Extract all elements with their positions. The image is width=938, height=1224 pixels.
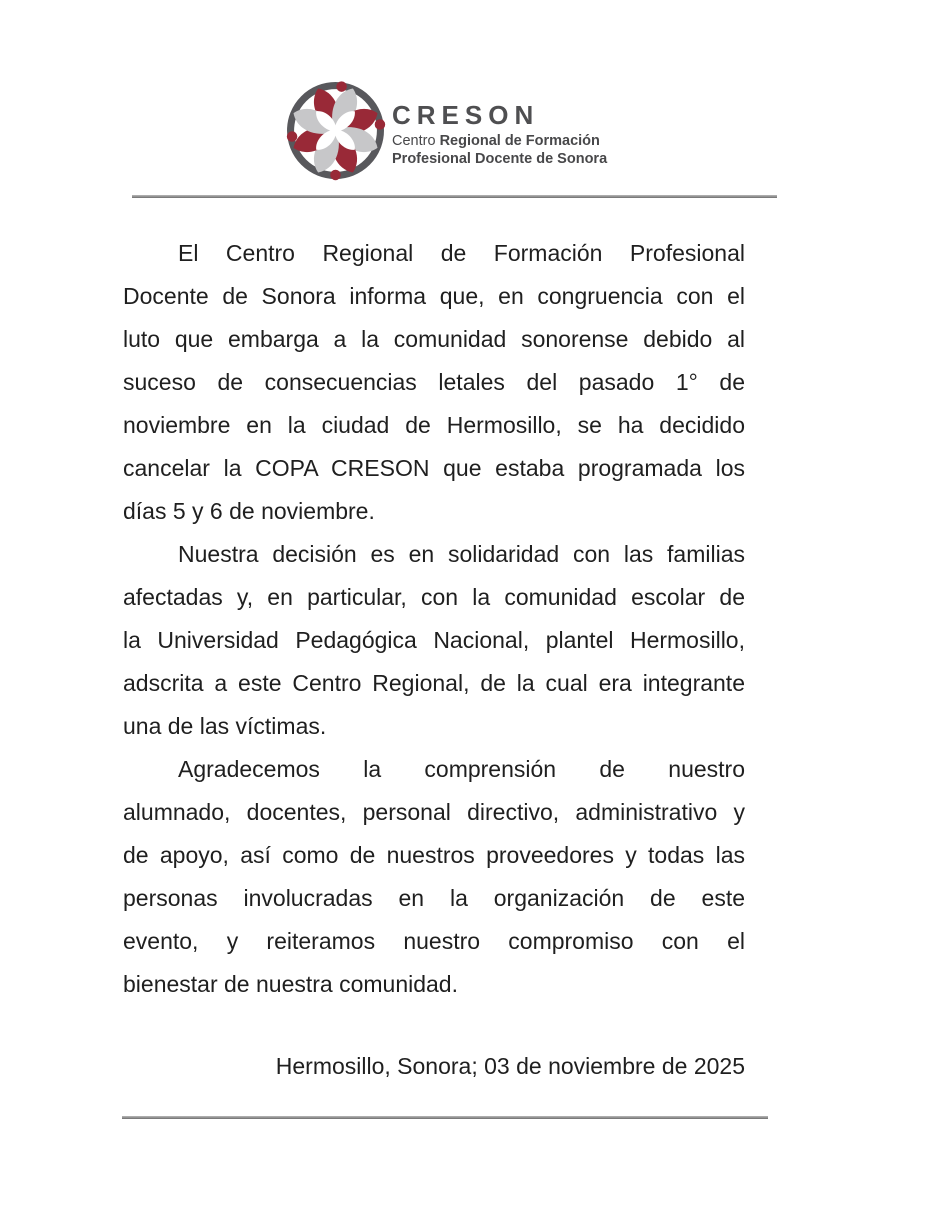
body-line: Agradecemos la comprensión de nuestro xyxy=(178,756,745,782)
paragraph xyxy=(123,748,745,1006)
dateline: Hermosillo, Sonora; 03 de noviembre de 2025 xyxy=(275,1053,745,1079)
logo-subtitle xyxy=(392,133,692,168)
body-line: alumnado, docentes, personal directivo, administrativo y xyxy=(123,799,745,825)
body-line: evento, y reiteramos nuestro compromiso con el xyxy=(123,928,745,954)
header-rule xyxy=(132,195,777,198)
brand-name: CRESON xyxy=(392,100,540,130)
body-line: días 5 y 6 de noviembre. xyxy=(123,498,375,524)
creson-logo xyxy=(285,80,608,181)
body-line: personas involucradas en la organización de este xyxy=(123,885,745,911)
body-line: la Universidad Pedagógica Nacional, plantel Hermosillo, xyxy=(123,627,745,653)
body-line: El Centro Regional de Formación Profesional xyxy=(178,240,745,266)
subtitle-prefix: Centro xyxy=(392,133,440,149)
footer-rule xyxy=(122,1116,768,1119)
body-line: noviembre en la ciudad de Hermosillo, se ha decidido xyxy=(123,412,745,438)
body-line: luto que embarga a la comunidad sonorense debido al xyxy=(123,326,745,352)
creson-flower-icon xyxy=(285,80,386,181)
body-line: Nuestra decisión es en solidaridad con las familias xyxy=(178,541,745,567)
body-line: cancelar la COPA CRESON que estaba programada los xyxy=(123,455,745,481)
subtitle-line2: Profesional Docente de Sonora xyxy=(392,150,608,167)
body-line: Docente de Sonora informa que, en congruencia con el xyxy=(123,283,745,309)
body-line: bienestar de nuestra comunidad. xyxy=(123,971,458,997)
body-line: de apoyo, así como de nuestros proveedores y todas las xyxy=(123,842,745,868)
body-line: una de las víctimas. xyxy=(123,713,327,739)
paragraph xyxy=(123,232,745,533)
body-line: suceso de consecuencias letales del pasado 1° de xyxy=(123,369,745,395)
document-body xyxy=(123,232,745,1006)
body-line: adscrita a este Centro Regional, de la cual era integrante xyxy=(123,670,745,696)
logo-text xyxy=(392,102,692,168)
subtitle-bold: Regional de Formación xyxy=(439,133,600,149)
paragraph xyxy=(123,533,745,748)
body-line: afectadas y, en particular, con la comunidad escolar de xyxy=(123,584,745,610)
